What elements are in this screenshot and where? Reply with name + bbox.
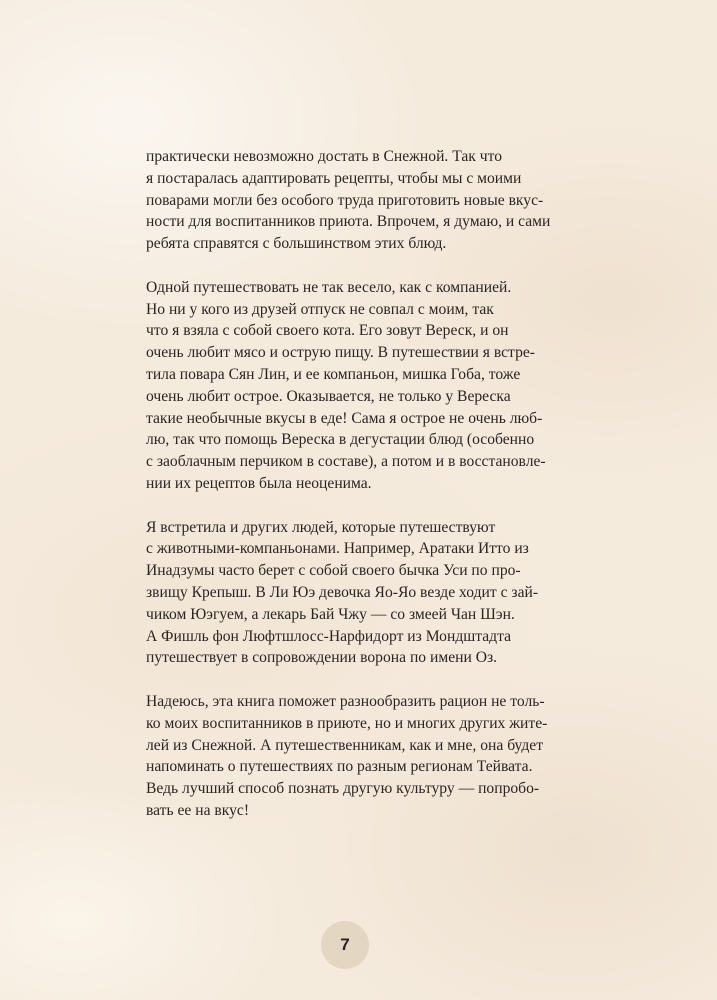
text-line: лей из Снежной. А путешественникам, как и мне, она будет xyxy=(146,736,544,754)
text-line: тила повара Сян Лин, и ее компаньон, мишка Гоба, тоже xyxy=(146,365,521,383)
text-line: ко моих воспитанников в приюте, но и многих других жите- xyxy=(146,714,548,732)
text-line: ребята справятся с большинством этих блюд. xyxy=(146,235,447,253)
text-line: ности для воспитанников приюта. Впрочем, я думаю, и сами xyxy=(146,213,551,231)
text-line: с животными-компаньонами. Например, Аратаки Итто из xyxy=(146,540,529,558)
paragraph-1 xyxy=(146,146,576,255)
page-number: 7 xyxy=(340,935,350,954)
text-line: напоминать о путешествиях по разным регионам Тейвата. xyxy=(146,758,533,776)
text-line: что я взяла с собой своего кота. Его зовут Вереск, и он xyxy=(146,322,509,340)
text-line: Я встретила и других людей, которые путешествуют xyxy=(146,518,496,536)
text-line: нии их рецептов была неоценима. xyxy=(146,474,372,492)
paragraph-3 xyxy=(146,517,576,670)
paragraph-2 xyxy=(146,277,576,495)
text-line: Инадзумы часто берет с собой своего бычка Уси по про- xyxy=(146,562,521,580)
text-line: с заоблачным перчиком в составе), а потом и в восстановле- xyxy=(146,453,546,471)
page-number-badge xyxy=(321,921,369,969)
text-line: вать ее на вкус! xyxy=(146,801,250,819)
text-line: Надеюсь, эта книга поможет разнообразить рацион не толь- xyxy=(146,692,545,710)
text-line: звищу Крепыш. В Ли Юэ девочка Яо-Яо везде ходит с зай- xyxy=(146,583,539,601)
text-line: очень любит мясо и острую пищу. В путешествии я встре- xyxy=(146,344,535,362)
body-text xyxy=(146,146,576,844)
text-line: А Фишль фон Люфтшлосс-Нарфидорт из Мондштадта xyxy=(146,627,512,645)
text-line: поварами могли без особого труда приготовить новые вкус- xyxy=(146,191,544,209)
text-line: Одной путешествовать не так весело, как с компанией. xyxy=(146,278,512,296)
paragraph-4 xyxy=(146,691,576,822)
text-line: путешествует в сопровождении ворона по имени Оз. xyxy=(146,649,498,667)
text-line: чиком Юэгуем, а лекарь Бай Чжу — со змеей Чан Шэн. xyxy=(146,605,515,623)
text-line: очень любит острое. Оказывается, не только у Вереска xyxy=(146,387,511,405)
text-line: Но ни у кого из друзей отпуск не совпал с моим, так xyxy=(146,300,494,318)
text-line: Ведь лучший способ познать другую культуру — попробо- xyxy=(146,780,540,798)
text-line: такие необычные вкусы в еде! Сама я острое не очень люб- xyxy=(146,409,543,427)
text-line: лю, так что помощь Вереска в дегустации блюд (особенно xyxy=(146,431,535,449)
text-line: практически невозможно достать в Снежной. Так что xyxy=(146,148,502,165)
text-line: я постаралась адаптировать рецепты, чтобы мы с моими xyxy=(146,169,522,187)
